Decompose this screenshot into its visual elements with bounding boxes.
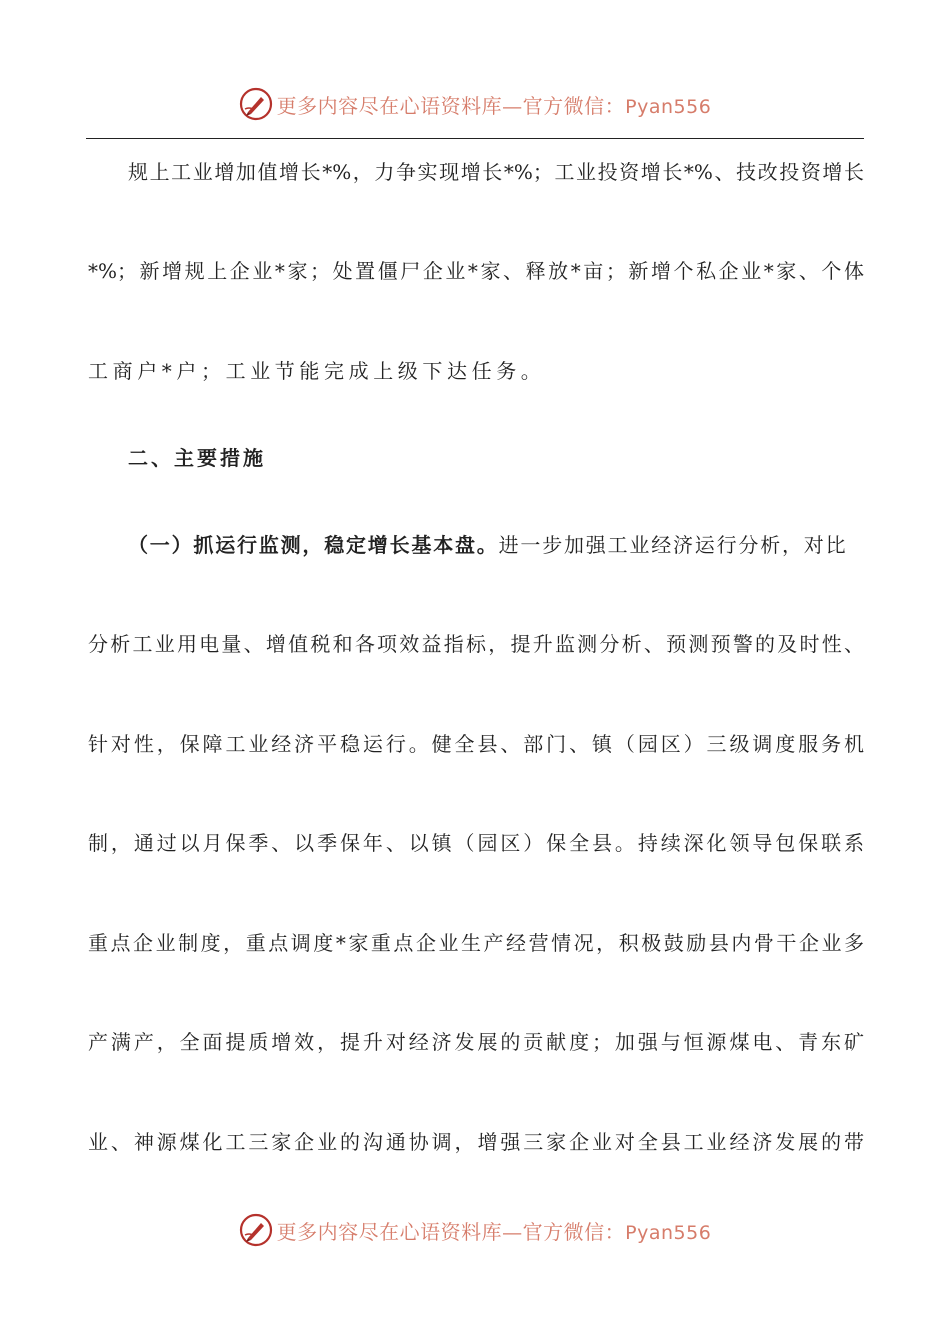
section-heading: 二、主要措施 xyxy=(128,446,266,470)
banner-text-cn: 更多内容尽在心语资料库 xyxy=(276,93,503,118)
p2-line7: 业、神源煤化工三家企业的沟通协调，增强三家企业对全县工业经济发展的带 xyxy=(88,1130,864,1154)
p2-line4: 制，通过以月保季、以季保年、以镇（园区）保全县。持续深化领导包保联系 xyxy=(88,831,864,855)
banner-text-cn: 更多内容尽在心语资料库 xyxy=(276,1219,503,1244)
banner-text xyxy=(277,90,712,119)
header-divider xyxy=(86,138,864,139)
p2-line6: 产满产，全面提质增效，提升对经济发展的贡献度；加强与恒源煤电、青东矿 xyxy=(88,1030,864,1054)
pen-logo-icon xyxy=(239,87,273,121)
p1-line3: 工商户*户；工业节能完成上级下达任务。 xyxy=(88,359,546,383)
banner-label: 官方微信： xyxy=(522,1219,626,1244)
pen-logo-icon xyxy=(239,1213,273,1247)
banner-separator: — xyxy=(502,1219,523,1244)
p2-line1 xyxy=(128,531,864,559)
banner-wechat-id: Pyan556 xyxy=(625,95,712,118)
banner-wechat-id: Pyan556 xyxy=(625,1221,712,1244)
banner-text xyxy=(277,1216,712,1245)
p2-lead-bold: （一）抓运行监测，稳定增长基本盘。 xyxy=(128,533,499,557)
p2-line1-rest: 进一步加强工业经济运行分析，对比 xyxy=(498,533,848,557)
p2-line5: 重点企业制度，重点调度*家重点企业生产经营情况，积极鼓励县内骨干企业多 xyxy=(88,931,864,955)
header-banner xyxy=(0,84,950,124)
banner-separator: — xyxy=(502,93,523,118)
p2-line3: 针对性，保障工业经济平稳运行。健全县、部门、镇（园区）三级调度服务机 xyxy=(88,732,864,756)
p2-line2: 分析工业用电量、增值税和各项效益指标，提升监测分析、预测预警的及时性、 xyxy=(88,632,864,656)
banner-label: 官方微信： xyxy=(522,93,626,118)
footer-banner xyxy=(0,1210,950,1250)
p1-line2: *%；新增规上企业*家；处置僵尸企业*家、释放*亩；新增个私企业*家、个体 xyxy=(88,259,864,283)
p1-line1: 规上工业增加值增长*%，力争实现增长*%；工业投资增长*%、技改投资增长 xyxy=(128,160,864,184)
